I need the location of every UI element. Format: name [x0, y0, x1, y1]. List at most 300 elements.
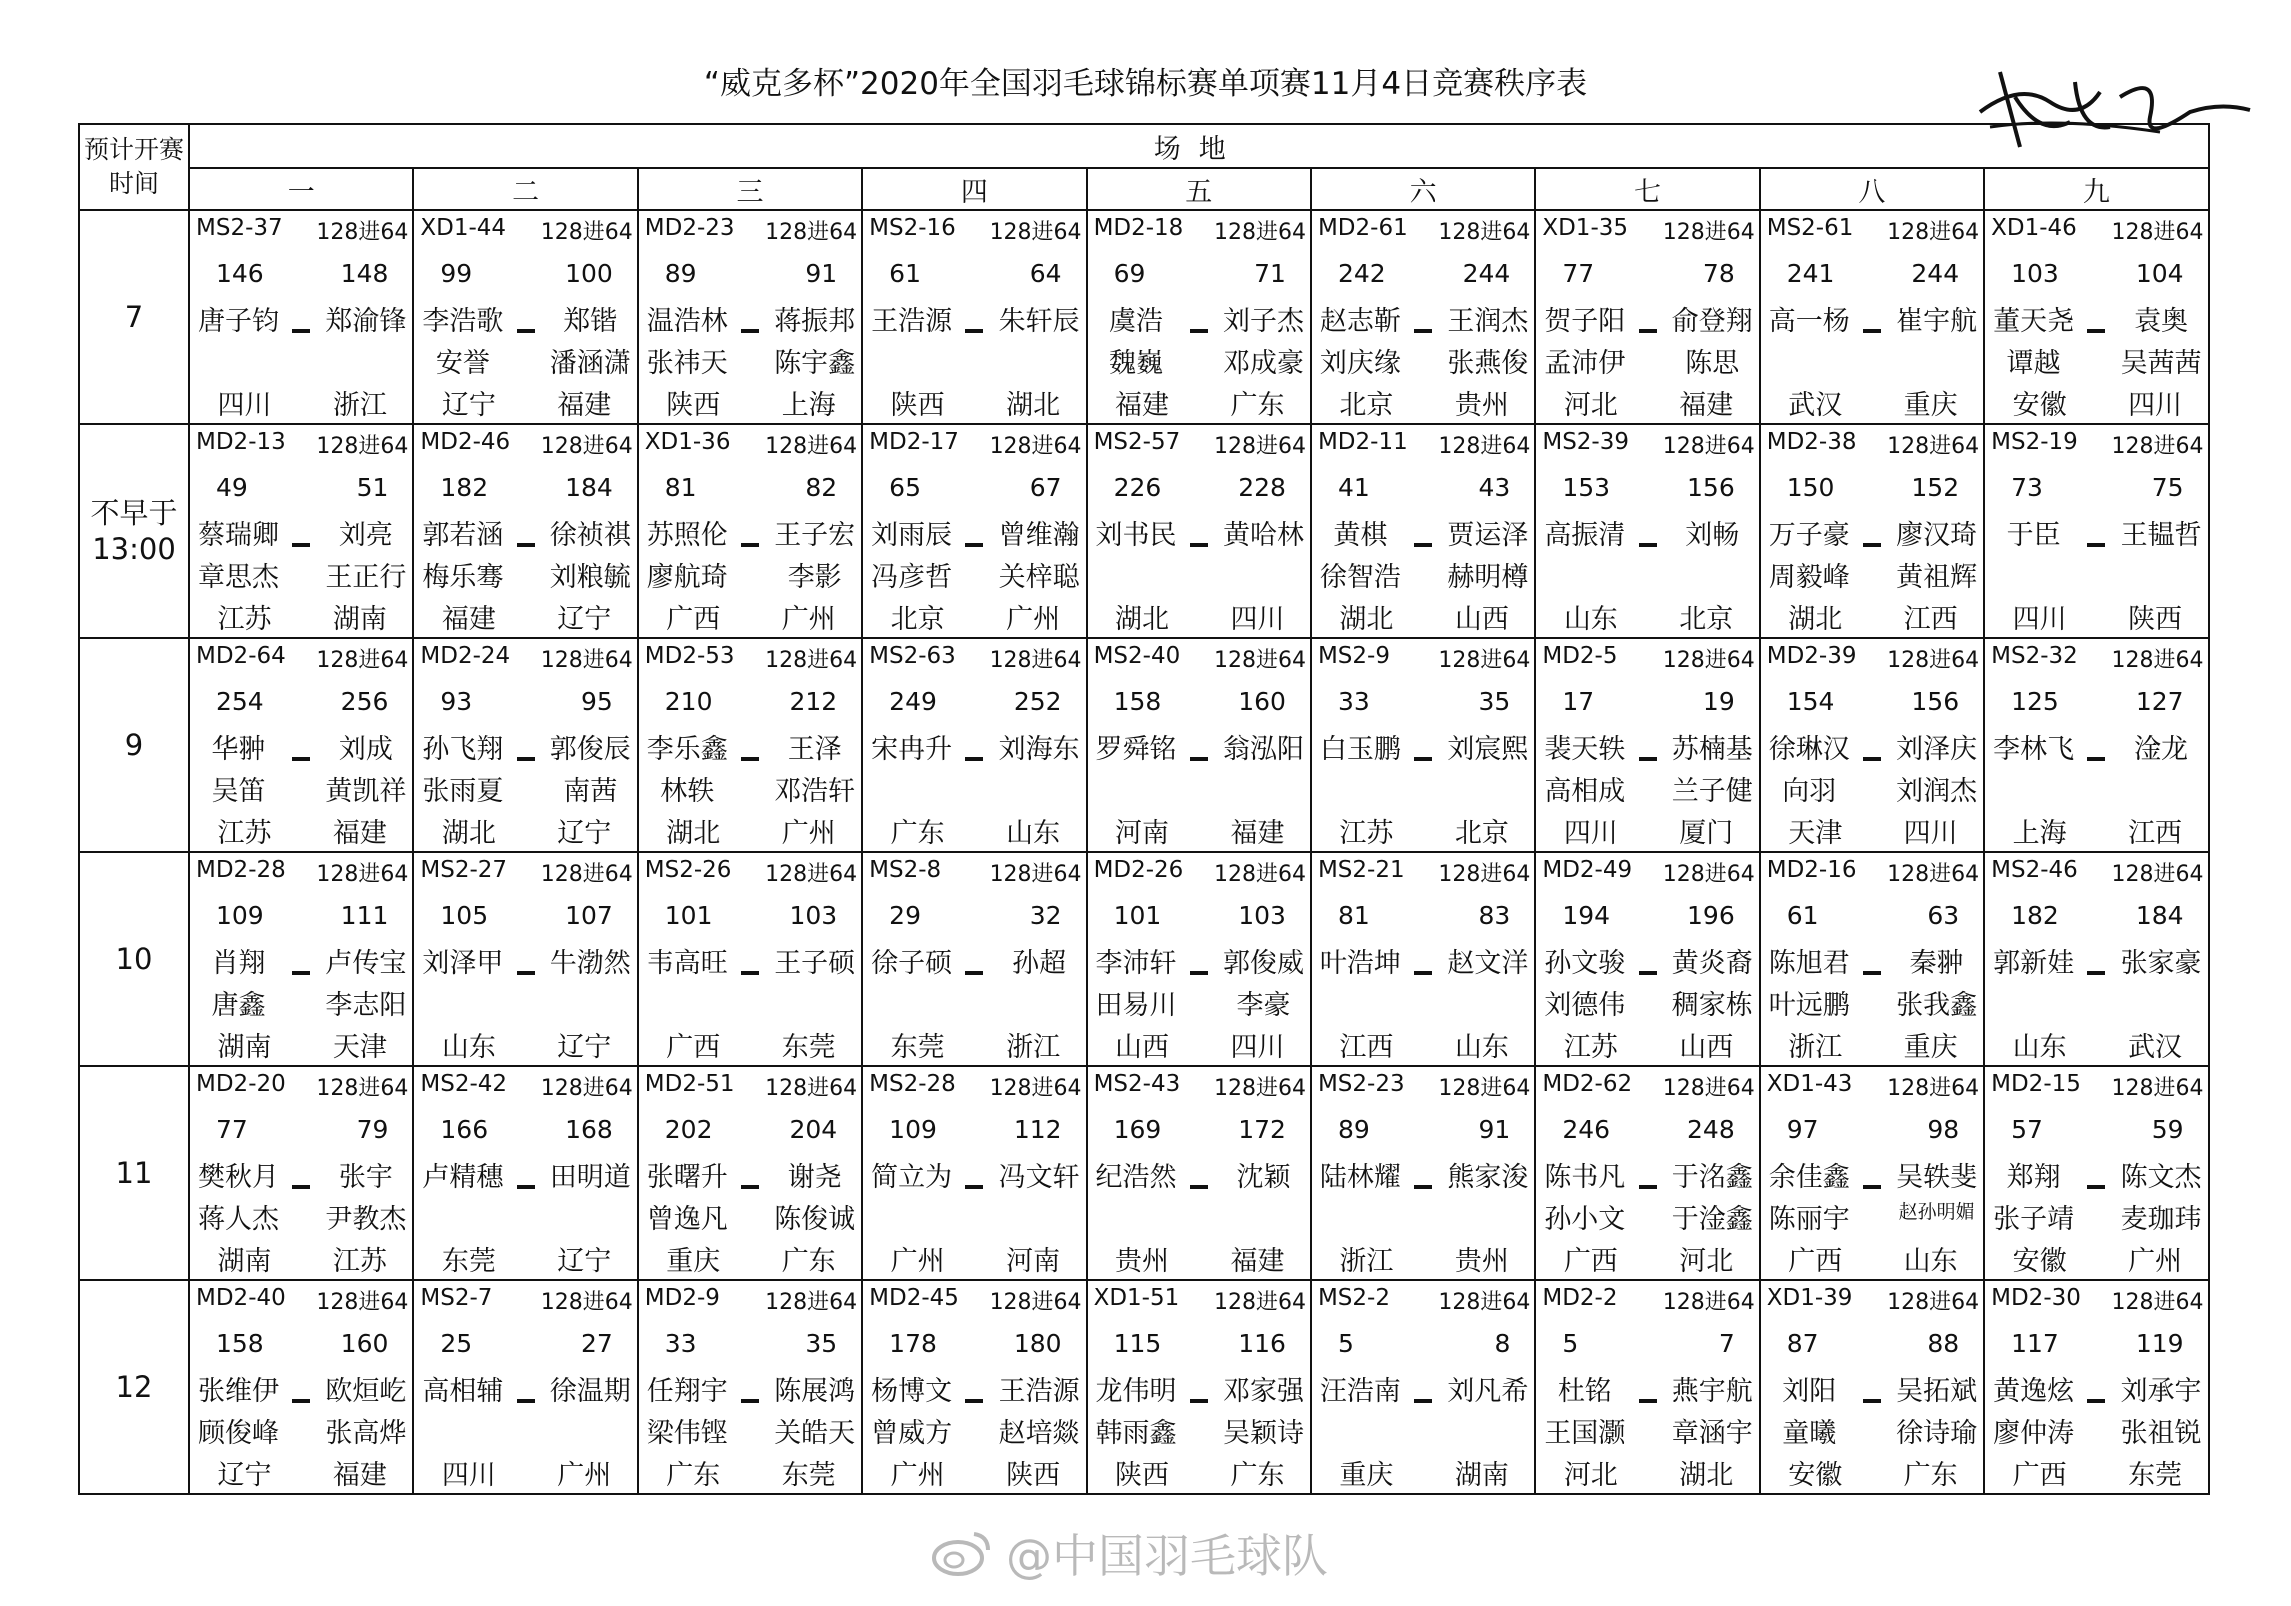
player-name: 郭新娃 — [1993, 948, 2075, 979]
match-cell — [1087, 1280, 1311, 1494]
draw-number: 152 — [1911, 473, 1960, 502]
draw-number: 89 — [664, 259, 697, 288]
match-cell — [1311, 210, 1535, 424]
player-name: 虞浩 — [1109, 306, 1164, 337]
player-name: 高振清 — [1544, 520, 1626, 551]
province: 江西 — [1903, 604, 1958, 635]
match-cell — [1535, 1066, 1759, 1280]
match-code: MD2-49 — [1542, 857, 1633, 883]
draw-number: 27 — [580, 1329, 613, 1358]
player-name: 陈文杰 — [2120, 1162, 2202, 1193]
versus-dash — [292, 971, 310, 975]
draw-number: 73 — [2011, 473, 2043, 502]
partner-name: 南茜 — [563, 776, 618, 807]
match-code: MD2-28 — [196, 857, 286, 883]
draw-number: 156 — [1911, 687, 1960, 716]
match-round: 128进64 — [989, 862, 1082, 887]
province: 湖南 — [1454, 1460, 1509, 1491]
province: 广州 — [781, 818, 836, 849]
province: 广州 — [890, 1246, 945, 1277]
match-round: 128进64 — [765, 648, 858, 673]
partner-name: 潘涵潇 — [549, 348, 631, 379]
match-code: XD1-44 — [420, 215, 507, 241]
watermark-text: @中国羽毛球队 — [1006, 1529, 1328, 1583]
province: 河南 — [1006, 1246, 1061, 1277]
versus-dash — [1639, 757, 1657, 761]
draw-number: 150 — [1786, 473, 1835, 502]
player-name: 刘书民 — [1095, 520, 1177, 551]
player-name: 袁奥 — [2134, 306, 2189, 337]
partner-name: 顾俊峰 — [197, 1418, 279, 1449]
weibo-watermark — [930, 1520, 1328, 1586]
match-cell — [1087, 638, 1311, 852]
draw-number: 244 — [1462, 259, 1511, 288]
province: 浙江 — [1339, 1246, 1394, 1277]
versus-dash — [741, 971, 759, 975]
player-name: 谢尧 — [787, 1162, 842, 1193]
partner-name: 徐智浩 — [1319, 562, 1401, 593]
player-name: 朱轩辰 — [998, 306, 1080, 337]
player-name: 陆林耀 — [1319, 1162, 1401, 1193]
match-code: MS2-9 — [1317, 643, 1390, 669]
draw-number: 19 — [1702, 687, 1735, 716]
partner-name: 唐鑫 — [211, 990, 266, 1021]
versus-dash — [517, 543, 535, 547]
player-name: 赵志靳 — [1319, 306, 1401, 337]
player-name: 吴拓斌 — [1896, 1376, 1978, 1407]
versus-dash — [517, 329, 535, 333]
partner-name: 李影 — [787, 562, 842, 593]
match-round: 128进64 — [765, 434, 858, 459]
match-code: MD2-46 — [420, 429, 511, 455]
partner-name: 周毅峰 — [1768, 562, 1850, 593]
match-round: 128进64 — [540, 648, 633, 673]
player-name: 刘成 — [338, 734, 393, 765]
draw-number: 156 — [1687, 473, 1735, 502]
versus-dash — [2087, 757, 2105, 761]
player-name: 黄哈林 — [1222, 520, 1304, 551]
player-name: 董天尧 — [1993, 306, 2075, 337]
province: 湖北 — [1788, 604, 1843, 635]
draw-number: 33 — [1337, 687, 1370, 716]
province: 山东 — [1903, 1246, 1958, 1277]
match-code: MD2-40 — [196, 1285, 286, 1311]
partner-name: 章涵宇 — [1671, 1418, 1753, 1449]
match-round: 128进64 — [989, 434, 1082, 459]
player-name: 陈书凡 — [1544, 1162, 1626, 1193]
match-round: 128进64 — [1662, 1076, 1755, 1101]
match-round: 128进64 — [2111, 1290, 2204, 1315]
draw-number: 107 — [565, 901, 613, 930]
match-round: 128进64 — [316, 220, 409, 245]
player-name: 苏楠基 — [1671, 734, 1753, 765]
partner-name: 张子靖 — [1993, 1204, 2075, 1235]
partner-name: 梅乐骞 — [422, 562, 504, 593]
province: 广东 — [666, 1460, 721, 1491]
player-name: 徐温期 — [549, 1376, 631, 1407]
draw-number: 100 — [565, 259, 613, 288]
match-cell — [1760, 1066, 1984, 1280]
court-header-row — [79, 168, 2209, 210]
draw-number: 168 — [565, 1115, 613, 1144]
province: 福建 — [332, 1460, 387, 1491]
draw-number: 148 — [340, 259, 389, 288]
match-round: 128进64 — [1887, 220, 1980, 245]
versus-dash — [741, 329, 759, 333]
match-cell — [189, 638, 413, 852]
province: 安徽 — [2012, 1246, 2067, 1277]
province: 湖北 — [1115, 604, 1170, 635]
province: 北京 — [1679, 604, 1734, 635]
player-name: 华翀 — [211, 734, 266, 765]
court-header: 三 — [638, 168, 862, 210]
versus-dash — [741, 757, 759, 761]
player-name: 温浩林 — [646, 306, 728, 337]
match-cell — [638, 210, 862, 424]
draw-number: 158 — [216, 1329, 264, 1358]
province: 贵州 — [1115, 1246, 1170, 1277]
province: 陕西 — [2128, 604, 2183, 635]
match-code: MD2-13 — [196, 429, 286, 455]
province: 四川 — [2012, 604, 2067, 635]
player-name: 刘亮 — [338, 520, 393, 551]
versus-dash — [1639, 971, 1657, 975]
player-name: 刘阳 — [1782, 1376, 1837, 1407]
draw-number: 8 — [1494, 1329, 1511, 1358]
partner-name: 王正行 — [325, 562, 407, 593]
partner-name: 陈丽宇 — [1768, 1204, 1850, 1235]
versus-dash — [517, 971, 535, 975]
match-code: MD2-62 — [1542, 1071, 1633, 1097]
draw-number: 182 — [440, 473, 489, 502]
partner-name: 孟沛伊 — [1544, 348, 1626, 379]
player-name: 纪浩然 — [1095, 1162, 1177, 1193]
match-cell — [1311, 1066, 1535, 1280]
player-name: 李乐鑫 — [646, 734, 728, 765]
player-name: 王润杰 — [1447, 306, 1529, 337]
player-name: 高相辅 — [422, 1376, 504, 1407]
match-cell — [413, 638, 637, 852]
match-cell — [862, 638, 1086, 852]
player-name: 高一杨 — [1768, 306, 1850, 337]
partner-name: 黄祖辉 — [1896, 562, 1978, 593]
player-name: 崔宇航 — [1896, 306, 1978, 337]
player-name: 王韫哲 — [2120, 520, 2202, 551]
province: 广东 — [1903, 1460, 1958, 1491]
versus-dash — [2087, 543, 2105, 547]
draw-number: 204 — [789, 1115, 838, 1144]
versus-dash — [517, 1185, 535, 1189]
draw-number: 104 — [2135, 259, 2184, 288]
versus-dash — [1190, 757, 1208, 761]
province: 贵州 — [1454, 390, 1509, 421]
partner-name: 张高烨 — [325, 1418, 407, 1449]
partner-name: 曾威方 — [871, 1418, 953, 1449]
match-cell — [1311, 424, 1535, 638]
match-round: 128进64 — [1662, 220, 1755, 245]
match-code: MS2-19 — [1991, 429, 2078, 455]
match-code: MS2-61 — [1766, 215, 1854, 241]
match-cell — [1984, 638, 2208, 852]
match-round: 128进64 — [1438, 648, 1531, 673]
match-cell — [1760, 210, 1984, 424]
partner-name: 曾逸凡 — [646, 1204, 728, 1235]
player-name: 杨博文 — [871, 1376, 953, 1407]
versus-dash — [1863, 329, 1881, 333]
court-header: 一 — [189, 168, 413, 210]
province: 北京 — [890, 604, 945, 635]
province: 河北 — [1679, 1246, 1734, 1277]
draw-number: 83 — [1478, 901, 1511, 930]
match-code: MD2-5 — [1542, 643, 1618, 669]
province: 广西 — [1563, 1246, 1618, 1277]
province: 浙江 — [1006, 1032, 1061, 1063]
player-name: 王泽 — [787, 734, 842, 765]
province: 贵州 — [1454, 1246, 1509, 1277]
player-name: 王浩源 — [998, 1376, 1080, 1407]
province: 广州 — [1006, 604, 1061, 635]
versus-dash — [1414, 329, 1432, 333]
versus-dash — [1414, 543, 1432, 547]
player-name: 张曙升 — [646, 1162, 728, 1193]
province: 福建 — [1679, 390, 1734, 421]
versus-dash — [965, 757, 983, 761]
player-name: 冯文轩 — [998, 1162, 1080, 1193]
match-round: 128进64 — [1213, 220, 1306, 245]
player-name: 陈旭君 — [1768, 948, 1850, 979]
partner-name: 麦珈玮 — [2120, 1204, 2202, 1235]
province: 上海 — [781, 390, 836, 421]
start-time: 不早于13:00 — [79, 424, 189, 638]
match-code: MD2-15 — [1991, 1071, 2081, 1097]
match-round: 128进64 — [1887, 648, 1980, 673]
draw-number: 7 — [1718, 1329, 1735, 1358]
province: 广州 — [890, 1460, 945, 1491]
province: 上海 — [2012, 818, 2067, 849]
match-code: MD2-39 — [1766, 643, 1857, 669]
match-round: 128进64 — [1213, 648, 1306, 673]
versus-dash — [741, 1185, 759, 1189]
draw-number: 63 — [1927, 901, 1960, 930]
partner-name: 兰子健 — [1671, 776, 1753, 807]
player-name: 徐子硕 — [871, 948, 953, 979]
draw-number: 51 — [356, 473, 389, 502]
draw-number: 35 — [805, 1329, 838, 1358]
province: 广东 — [781, 1246, 836, 1277]
draw-number: 97 — [1786, 1115, 1819, 1144]
match-cell — [189, 1280, 413, 1494]
versus-dash — [517, 1399, 535, 1403]
province: 安徽 — [2012, 390, 2067, 421]
match-round: 128进64 — [540, 220, 633, 245]
province: 山东 — [1454, 1032, 1509, 1063]
province: 武汉 — [1788, 390, 1843, 421]
player-name: 余佳鑫 — [1768, 1162, 1850, 1193]
draw-number: 146 — [216, 259, 264, 288]
draw-number: 242 — [1337, 259, 1386, 288]
match-round: 128进64 — [1662, 434, 1755, 459]
versus-dash — [1190, 329, 1208, 333]
match-code: MD2-11 — [1317, 429, 1408, 455]
province: 河北 — [1563, 1460, 1618, 1491]
player-name: 秦翀 — [1909, 948, 1964, 979]
partner-name: 田易川 — [1095, 990, 1177, 1021]
player-name: 于洺鑫 — [1671, 1162, 1753, 1193]
versus-dash — [1863, 757, 1881, 761]
player-name: 叶浩坤 — [1319, 948, 1401, 979]
player-name: 任翔宇 — [646, 1376, 728, 1407]
player-name: 刘承宇 — [2120, 1376, 2202, 1407]
schedule-table — [78, 123, 2210, 1495]
player-name: 汪浩南 — [1319, 1376, 1401, 1407]
match-code: MS2-16 — [869, 215, 956, 241]
match-round: 128进64 — [1213, 1076, 1306, 1101]
player-name: 欧烜屹 — [325, 1376, 407, 1407]
versus-dash — [1190, 543, 1208, 547]
player-name: 宋冉升 — [871, 734, 953, 765]
match-round: 128进64 — [1662, 862, 1755, 887]
match-cell — [189, 424, 413, 638]
draw-number: 226 — [1113, 473, 1162, 502]
match-code: MS2-63 — [869, 643, 956, 669]
province: 广西 — [666, 1032, 721, 1063]
province: 北京 — [1339, 390, 1394, 421]
province: 辽宁 — [557, 1246, 612, 1277]
match-code: MD2-23 — [644, 215, 735, 241]
draw-number: 33 — [664, 1329, 697, 1358]
province: 山西 — [1115, 1032, 1170, 1063]
province: 武汉 — [2128, 1032, 2183, 1063]
versus-dash — [1414, 971, 1432, 975]
partner-name: 关皓天 — [774, 1418, 856, 1449]
match-round: 128进64 — [316, 862, 409, 887]
province: 江苏 — [1339, 818, 1394, 849]
draw-number: 65 — [889, 473, 921, 502]
match-code: MS2-2 — [1317, 1285, 1390, 1311]
start-time: 12 — [79, 1280, 189, 1494]
province: 东莞 — [781, 1460, 836, 1491]
province: 山东 — [441, 1032, 496, 1063]
match-cell — [1984, 210, 2208, 424]
draw-number: 111 — [340, 901, 389, 930]
match-cell — [413, 1066, 637, 1280]
draw-number: 172 — [1238, 1115, 1286, 1144]
province: 重庆 — [666, 1246, 721, 1277]
draw-number: 69 — [1113, 259, 1146, 288]
province: 四川 — [2128, 390, 2183, 421]
player-name: 沈颖 — [1236, 1162, 1291, 1193]
province: 广西 — [1788, 1246, 1843, 1277]
partner-name: 赵孙明媚 — [1898, 1201, 1975, 1223]
versus-dash — [2087, 1185, 2105, 1189]
draw-number: 5 — [1562, 1329, 1579, 1358]
partner-name: 童曦 — [1782, 1418, 1837, 1449]
province: 四川 — [441, 1460, 496, 1491]
player-name: 李浩歌 — [422, 306, 504, 337]
versus-dash — [1414, 757, 1432, 761]
match-code: MD2-16 — [1766, 857, 1857, 883]
versus-dash — [965, 971, 983, 975]
province: 四川 — [1230, 604, 1285, 635]
province: 重庆 — [1903, 1032, 1958, 1063]
draw-number: 160 — [340, 1329, 389, 1358]
match-cell — [862, 852, 1086, 1066]
versus-dash — [292, 543, 310, 547]
player-name: 邓家强 — [1222, 1376, 1304, 1407]
match-code: MS2-32 — [1991, 643, 2078, 669]
player-name: 熊家浚 — [1447, 1162, 1529, 1193]
province: 四川 — [1563, 818, 1618, 849]
match-round: 128进64 — [765, 862, 858, 887]
draw-number: 29 — [889, 901, 921, 930]
province: 安徽 — [1788, 1460, 1843, 1491]
player-name: 徐琳汉 — [1768, 734, 1850, 765]
draw-number: 153 — [1562, 473, 1611, 502]
province: 湖南 — [332, 604, 387, 635]
partner-name: 刘粮毓 — [549, 562, 631, 593]
draw-number: 35 — [1478, 687, 1511, 716]
match-cell — [862, 1280, 1086, 1494]
province: 福建 — [441, 604, 496, 635]
province: 山东 — [1563, 604, 1618, 635]
draw-number: 210 — [664, 687, 713, 716]
draw-number: 78 — [1702, 259, 1735, 288]
draw-number: 119 — [2135, 1329, 2184, 1358]
draw-number: 103 — [789, 901, 838, 930]
partner-name: 廖仲涛 — [1993, 1418, 2075, 1449]
province: 湖南 — [217, 1246, 272, 1277]
draw-number: 71 — [1254, 259, 1286, 288]
match-round: 128进64 — [1438, 220, 1531, 245]
draw-number: 57 — [2011, 1115, 2043, 1144]
province: 辽宁 — [557, 1032, 612, 1063]
match-code: MS2-28 — [869, 1071, 956, 1097]
match-round: 128进64 — [540, 1290, 633, 1315]
match-cell — [638, 852, 862, 1066]
match-round: 128进64 — [1438, 1290, 1531, 1315]
draw-number: 61 — [889, 259, 921, 288]
match-round: 128进64 — [1213, 862, 1306, 887]
match-code: MD2-64 — [196, 643, 286, 669]
versus-dash — [517, 757, 535, 761]
partner-name: 赫明樽 — [1447, 562, 1529, 593]
match-code: MD2-24 — [420, 643, 511, 669]
draw-number: 59 — [2151, 1115, 2184, 1144]
draw-number: 125 — [2011, 687, 2059, 716]
schedule-body — [79, 210, 2209, 1494]
partner-name: 邓浩轩 — [774, 776, 856, 807]
province: 辽宁 — [557, 604, 612, 635]
partner-name: 黄凯祥 — [325, 776, 407, 807]
draw-number: 241 — [1786, 259, 1835, 288]
province: 四川 — [1230, 1032, 1285, 1063]
match-cell — [1760, 1280, 1984, 1494]
match-cell — [189, 1066, 413, 1280]
draw-number: 196 — [1687, 901, 1735, 930]
match-cell — [413, 210, 637, 424]
time-header: 预计开赛时间 — [79, 124, 189, 210]
match-cell — [189, 852, 413, 1066]
province: 陕西 — [890, 390, 945, 421]
match-round: 128进64 — [765, 1076, 858, 1101]
draw-number: 212 — [789, 687, 838, 716]
court-header: 二 — [413, 168, 637, 210]
draw-number: 109 — [216, 901, 264, 930]
partner-name: 安誉 — [435, 348, 490, 379]
partner-name: 张雨夏 — [422, 776, 504, 807]
draw-number: 248 — [1687, 1115, 1735, 1144]
match-round: 128进64 — [765, 220, 858, 245]
